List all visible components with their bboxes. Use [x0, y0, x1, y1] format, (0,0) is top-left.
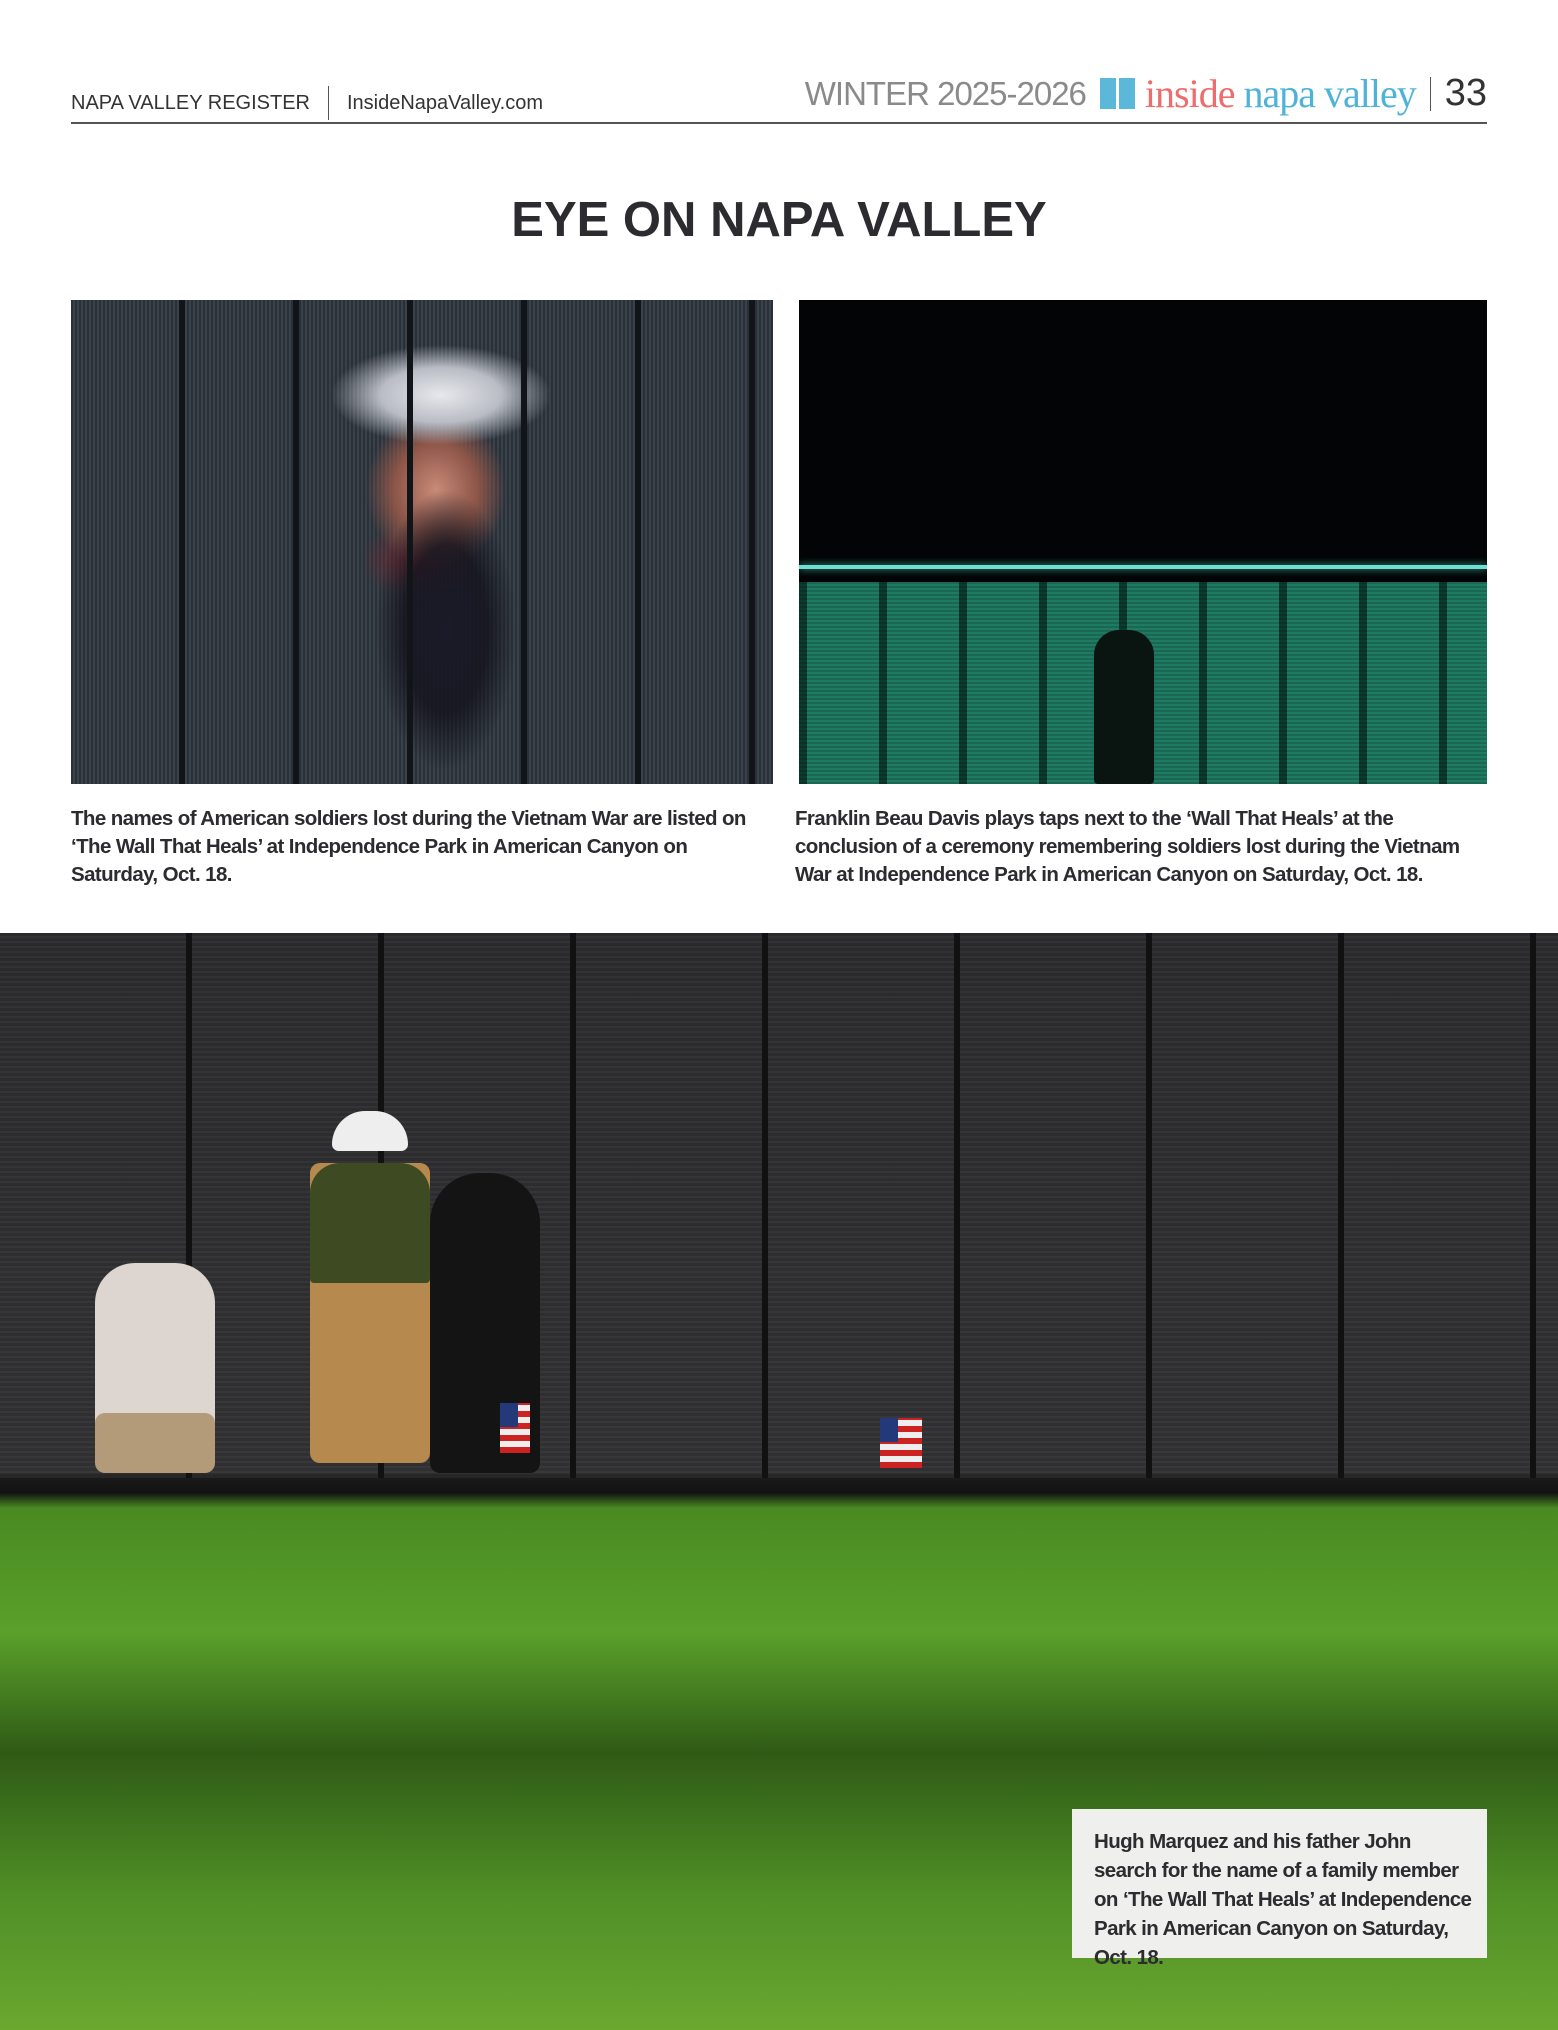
- logo-bars-icon: [1100, 78, 1135, 109]
- photo-bugler-taps: [799, 300, 1487, 784]
- header-right: [805, 70, 1487, 117]
- publication-name: NAPA VALLEY REGISTER: [71, 91, 310, 114]
- flag-icon: [500, 1403, 530, 1453]
- website-link[interactable]: InsideNapaValley.com: [346, 91, 544, 114]
- header-left: [71, 86, 543, 120]
- header-rule: [71, 122, 1487, 124]
- divider: [328, 86, 329, 120]
- divider: [1430, 77, 1431, 111]
- photo-marine-wall: [71, 300, 773, 784]
- page-title: EYE ON NAPA VALLEY: [511, 193, 1047, 247]
- photo-caption: Franklin Beau Davis plays taps next to the ‘Wall That Heals’ at the conclusion of a ceremony remembering soldiers lost during the Vietnam War at Independence Park in American Canyon on Saturday, Oct. 18.: [795, 807, 1460, 886]
- flag-icon: [880, 1418, 922, 1468]
- issue-season: WINTER 2025-2026: [804, 74, 1086, 112]
- magazine-logo: inside napa valley: [1144, 71, 1416, 116]
- page-number: 33: [1444, 72, 1487, 114]
- photo-caption: The names of American soldiers lost during the Vietnam War are listed on ‘The Wall That Heals’ at Independence Park in American Canyon on Saturday, Oct. 18.: [71, 807, 746, 886]
- photo-caption-box: Hugh Marquez and his father John search for the name of a family member on ‘The Wall That Heals’ at Independence Park in American Canyon on Saturday, Oct. 18.: [1072, 1809, 1487, 1958]
